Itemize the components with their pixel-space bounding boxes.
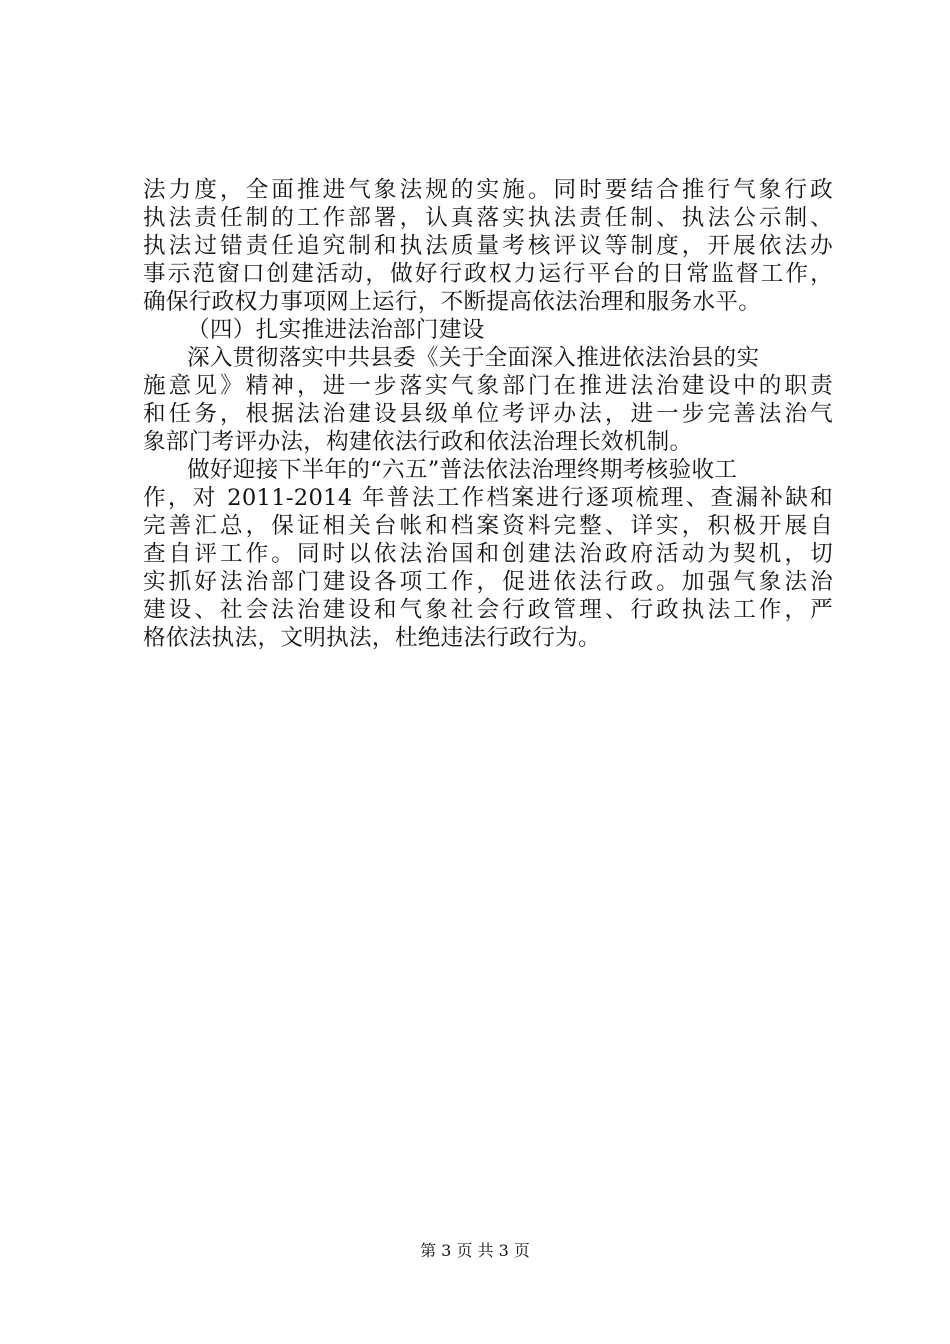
text-line: 和任务，根据法治建设县级单位考评办法，进一步完善法治气 <box>143 401 833 427</box>
text-line: 做好迎接下半年的“六五”普法依法治理终期考核验收工 <box>187 457 738 483</box>
paragraph-legal-education-review <box>143 456 833 652</box>
text-line: 确保行政权力事项网上运行，不断提高依法治理和服务水平。 <box>143 289 762 315</box>
section-heading-4 <box>143 316 833 344</box>
paragraph-enforcement-continued <box>143 176 833 316</box>
text-line: 事示范窗口创建活动，做好行政权力运行平台的日常监督工作， <box>143 261 833 287</box>
text-line: 深入贯彻落实中共县委《关于全面深入推进依法治县的实 <box>187 345 760 371</box>
text-line: 实抓好法治部门建设各项工作，促进依法行政。加强气象法治 <box>143 569 833 595</box>
section-heading: （四）扎实推进法治部门建设 <box>187 317 485 343</box>
text-line: 执法过错责任追究制和执法质量考核评议等制度，开展依法办 <box>143 233 833 259</box>
text-line: 法力度，全面推进气象法规的实施。同时要结合推行气象行政 <box>143 177 833 203</box>
text-line: 格依法执法，文明执法，杜绝违法行政行为。 <box>143 625 601 651</box>
page-footer: 第 3 页 共 3 页 <box>420 1241 530 1260</box>
text-line: 作，对 2011-2014 年普法工作档案进行逐项梳理、查漏补缺和 <box>143 485 833 511</box>
paragraph-rule-of-law-county <box>143 344 833 456</box>
document-body <box>143 176 833 652</box>
text-line: 查自评工作。同时以依法治国和创建法治政府活动为契机，切 <box>143 541 833 567</box>
text-line: 象部门考评办法，构建依法行政和依法治理长效机制。 <box>143 429 693 455</box>
text-line: 建设、社会法治建设和气象社会行政管理、行政执法工作，严 <box>143 597 833 623</box>
text-line: 执法责任制的工作部署，认真落实执法责任制、执法公示制、 <box>143 205 833 231</box>
text-line: 施意见》精神，进一步落实气象部门在推进法治建设中的职责 <box>143 373 833 399</box>
text-line: 完善汇总，保证相关台帐和档案资料完整、详实，积极开展自 <box>143 513 833 539</box>
